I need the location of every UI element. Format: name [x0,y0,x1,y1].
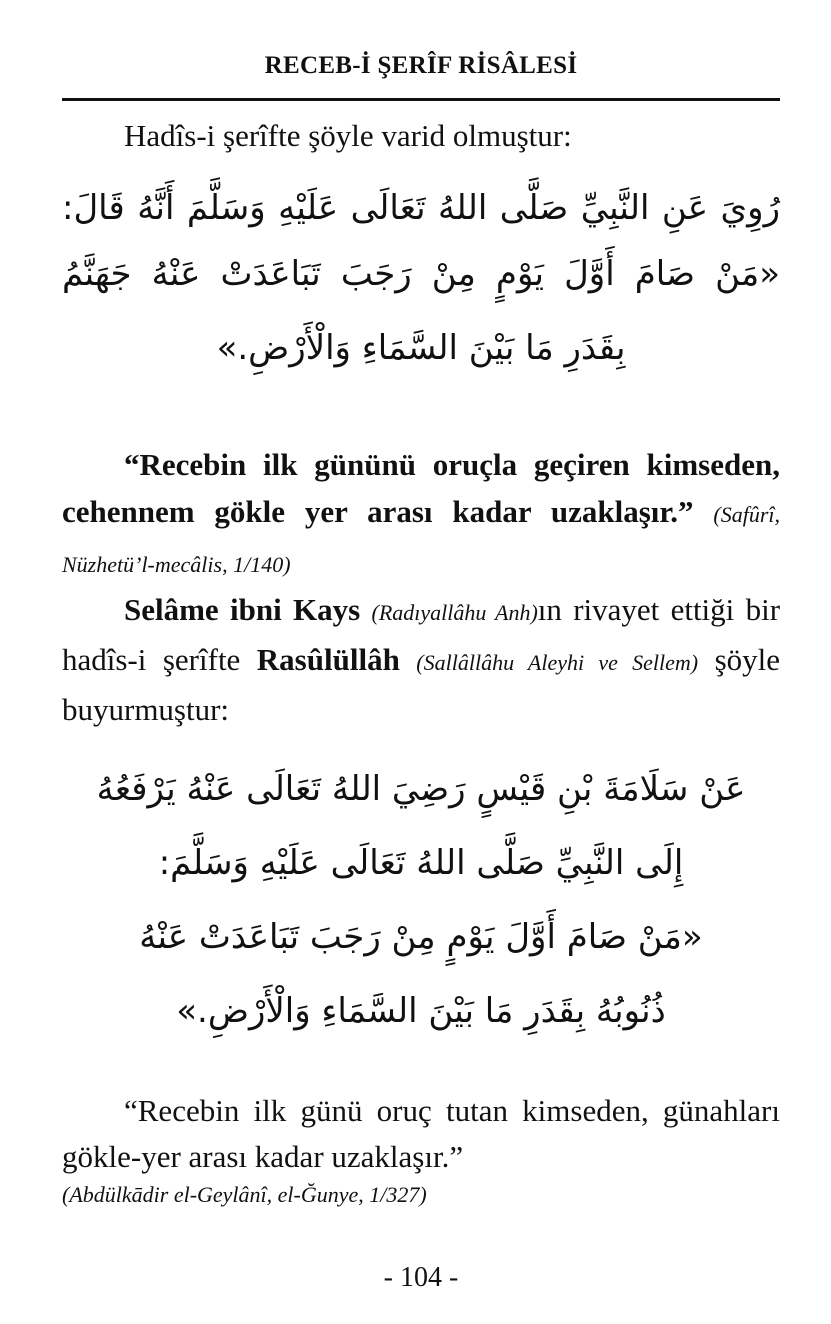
section1-translation: “Recebin ilk gününü oruçla geçiren kimseden, cehennem gökle yer arası kadar uzaklaşır.” [62,447,780,529]
arabic-line-5: إِلَى النَّبِيِّ صَلَّى اللهُ تَعَالَى عَلَيْهِ وَسَلَّمَ: [158,843,684,883]
section2-source: (Abdülkādir el-Geylânî, el-Ğunye, 1/327) [62,1182,427,1207]
page-number: - 104 - [383,1262,459,1293]
arabic-line-7: ذُنُوبُهُ بِقَدَرِ مَا بَيْنَ السَّمَاءِ وَالْأَرْضِ.» [176,991,666,1031]
arabic-line-1: رُوِيَ عَنِ النَّبِيِّ صَلَّى اللهُ تَعَالَى عَلَيْهِ وَسَلَّمَ أَنَّهُ قَالَ: [62,188,780,228]
header-rule [62,98,780,101]
running-header: RECEB-İ ŞERÎF RİSÂLESİ [264,52,578,79]
arabic-line-3: بِقَدَرِ مَا بَيْنَ السَّمَاءِ وَالْأَرْضِ.» [216,328,626,368]
section2-narration-paragraph [62,586,780,733]
section1-translation-block [62,441,780,588]
narration-text-a: ın rivayet ettiği bir hadîs-i şerîfte [62,592,781,677]
section1-intro-block [62,112,780,159]
arabic-line-2: «مَنْ صَامَ أَوَّلَ يَوْمٍ مِنْ رَجَبَ تَبَاعَدَتْ عَنْهُ جَهَنَّمُ [62,254,780,294]
section2-translation: “Recebin ilk günü oruç tutan kimseden, günahları gökle-yer arası kadar uzaklaşır.” [62,1093,780,1174]
prophet-honorific: (Sallâllâhu Aleyhi ve Sellem) [416,650,699,675]
narrator-honorific: (Radıyallâhu Anh) [371,600,538,625]
section1-source: (Safûrî, Nüzhetü’l-mecâlis, 1/140) [62,502,781,577]
section2-arabic-block [62,752,780,1048]
narration-text-b: şöyle buyurmuştur: [62,642,780,727]
narrator-name: Selâme ibni Kays [124,592,361,627]
section1-arabic-block [62,178,780,386]
prophet-name: Rasûlüllâh [256,642,400,677]
arabic-line-6: «مَنْ صَامَ أَوَّلَ يَوْمٍ مِنْ رَجَبَ تَبَاعَدَتْ عَنْهُ [139,917,703,957]
section1-translation-paragraph [62,441,780,588]
section2-translation-block [62,1088,780,1210]
arabic-line-4: عَنْ سَلَامَةَ بْنِ قَيْسٍ رَضِيَ اللهُ تَعَالَى عَنْهُ يَرْفَعُهُ [96,769,746,809]
section2-narration-block [62,586,780,733]
section1-intro: Hadîs-i şerîfte şöyle varid olmuştur: [124,118,572,153]
